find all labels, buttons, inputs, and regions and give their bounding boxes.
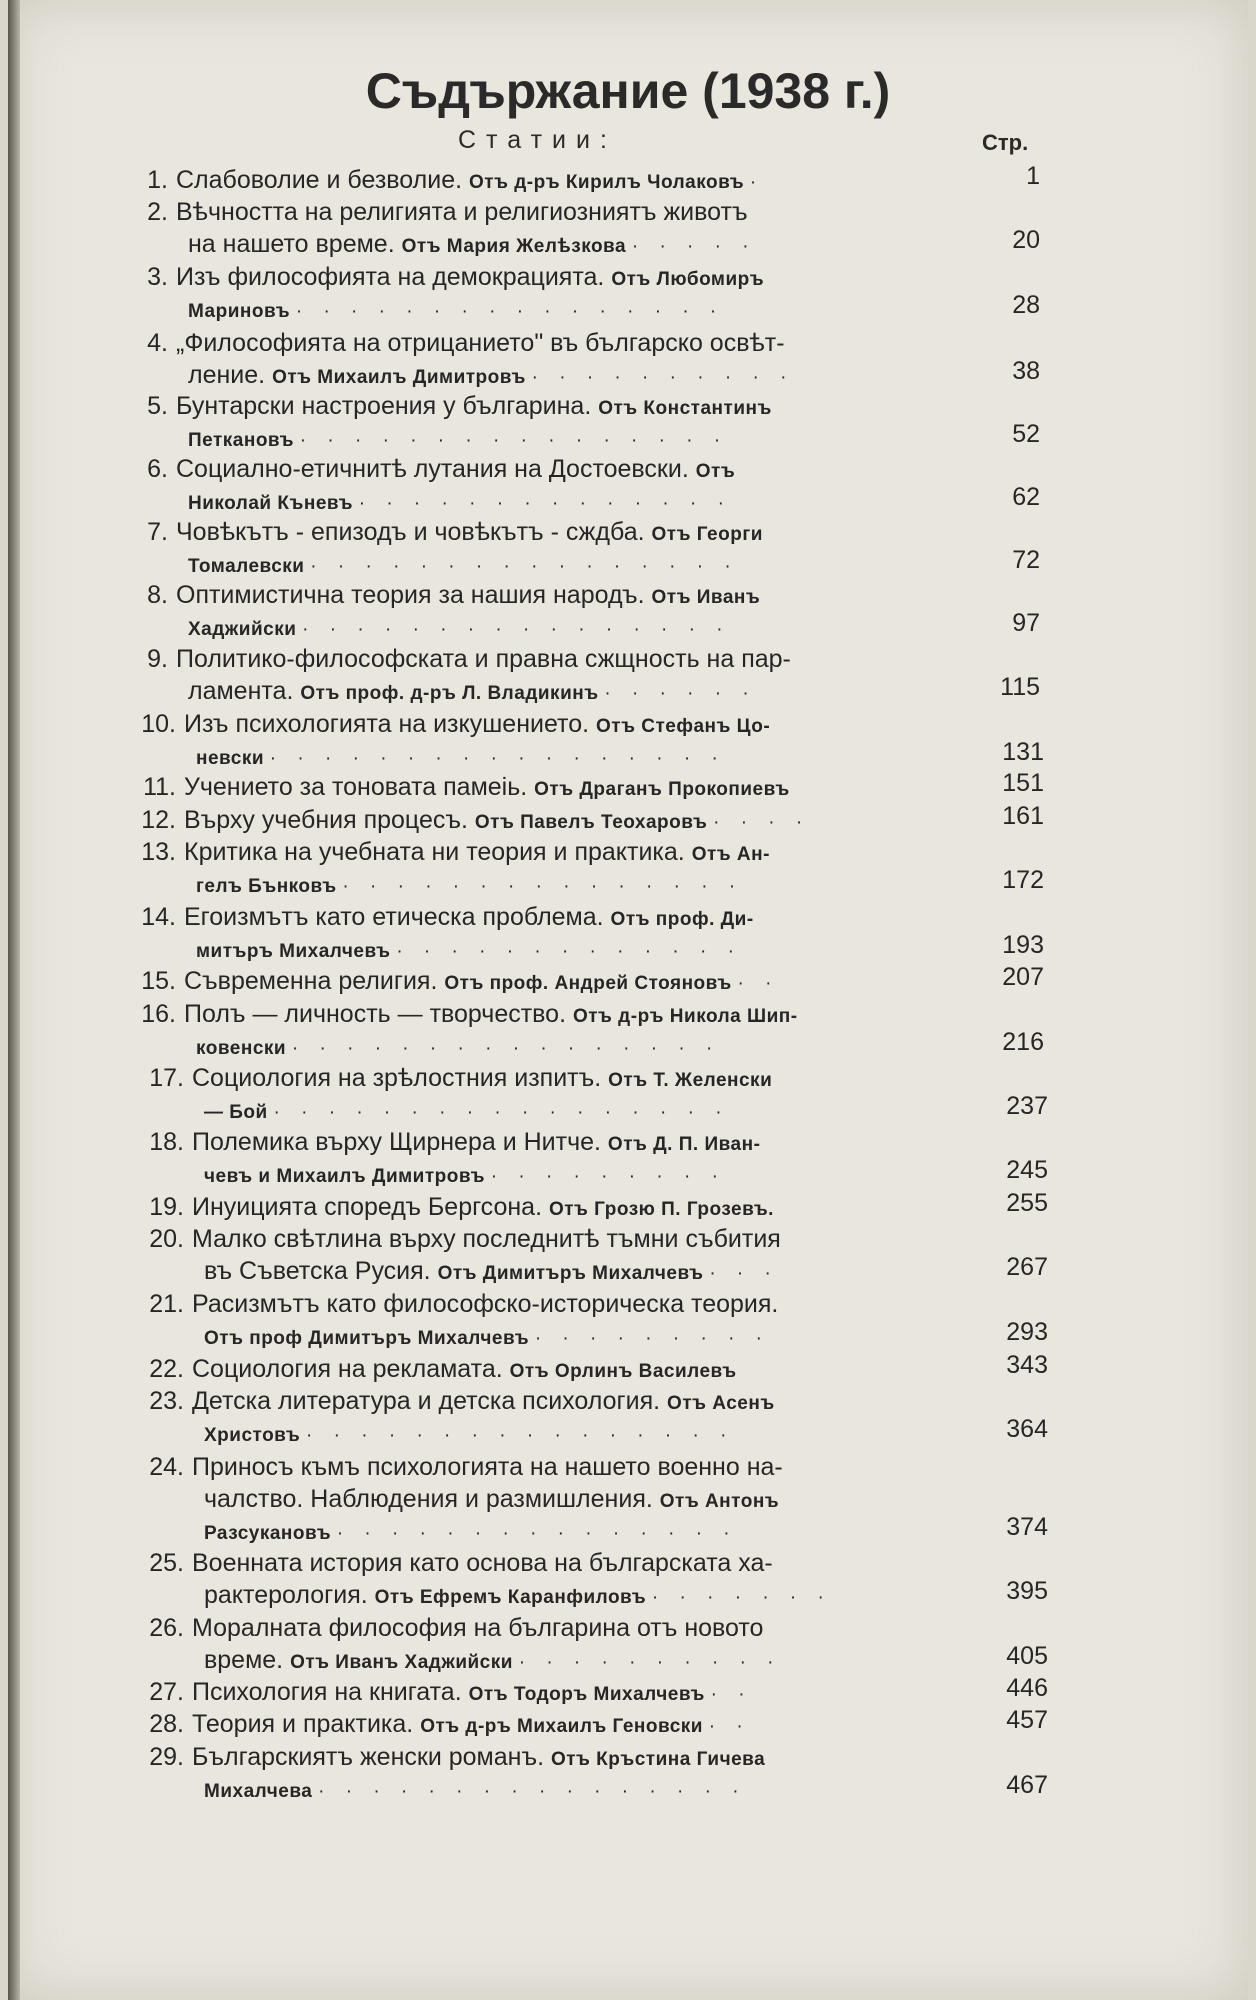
- leader-dots: · · · · · · · · · ·: [531, 367, 795, 388]
- entry-author: Отъ Кръстина Гичева: [550, 1749, 766, 1770]
- entry-title: Приносъ къмъ психологията на нашето военно на-: [192, 1453, 783, 1481]
- entry-author: Отъ Ефремъ Каранфиловъ: [374, 1587, 652, 1608]
- page-number: 343: [1006, 1351, 1048, 1379]
- entry-author: Отъ проф. д-ръ Л. Владикинъ: [300, 683, 605, 704]
- entry-line-1: [184, 838, 770, 867]
- entry-author: Отъ Димитъръ Михалчевъ: [437, 1263, 710, 1284]
- entry-title: Човѣкътъ - епизодъ и човѣкътъ - сждба.: [176, 518, 652, 546]
- page-number: 405: [1006, 1642, 1048, 1670]
- entry-line-1: [192, 1355, 737, 1384]
- entry-line-2: [204, 1485, 779, 1514]
- page-number: 245: [1006, 1156, 1048, 1184]
- entry-author: Отъ Драганъ Прокопиевъ: [534, 779, 790, 800]
- entry-author: невски: [196, 748, 270, 769]
- entry-number: 26.: [149, 1614, 184, 1642]
- entry-line-2: [188, 295, 724, 324]
- entry-title: Психология на книгата.: [192, 1678, 469, 1706]
- entry-title: Социология на зрѣлостния изпитъ.: [192, 1064, 609, 1092]
- leader-dots: · · · · · · · · · · · · · · · ·: [302, 619, 731, 640]
- entry-title-cont: въ Съветска Русия.: [204, 1257, 438, 1285]
- page-number: 395: [1006, 1577, 1048, 1605]
- entry-line-1: [184, 773, 790, 802]
- page-number: 62: [1012, 483, 1040, 511]
- entry-number: 28.: [149, 1710, 184, 1738]
- entry-line-1: [184, 967, 779, 996]
- entry-line-2: [188, 613, 731, 642]
- entry-line-2: [188, 487, 732, 516]
- leader-dots: · · · · · · · · ·: [490, 1166, 726, 1187]
- entry-title-cont: чалство. Наблюдения и размишления.: [204, 1485, 660, 1513]
- entry-author: Отъ Иванъ: [651, 587, 761, 608]
- entry-author: Отъ д-ръ Михаилъ Геновски: [420, 1716, 709, 1737]
- leader-dots: ·: [749, 172, 765, 193]
- entry-title: Оптимистична теория за нашия народъ.: [176, 581, 652, 609]
- entry-line-2: [204, 1646, 782, 1675]
- entry-number: 6.: [147, 455, 168, 483]
- entry-title: Социално-етичнитѣ лутания на Достоевски.: [176, 455, 696, 483]
- entry-number: 21.: [149, 1290, 184, 1318]
- entry-title: Българскиятъ женски романъ.: [192, 1743, 551, 1771]
- page-number: 172: [1002, 866, 1044, 894]
- leader-dots: · ·: [710, 1684, 753, 1705]
- entry-number: 20.: [149, 1225, 184, 1253]
- entry-title-cont: рактерология.: [204, 1581, 375, 1609]
- entry-author: ковенски: [196, 1038, 292, 1059]
- entry-line-2: [196, 870, 743, 899]
- entry-number: 11.: [143, 773, 176, 801]
- leader-dots: · · · · · · · · · · · · · · · ·: [310, 556, 739, 577]
- entry-title: Социология на рекламата.: [192, 1355, 510, 1383]
- entry-line-2: [196, 742, 726, 771]
- entry-number: 5.: [147, 392, 168, 420]
- leader-dots: · · · · · · · · · · · · ·: [396, 941, 742, 962]
- leader-dots: · · · · · · · · · · · · · · · ·: [318, 1781, 747, 1802]
- page-number: 255: [1006, 1189, 1048, 1217]
- entry-line-1: [176, 198, 748, 227]
- leader-dots: · · · ·: [713, 812, 811, 833]
- page-number: 267: [1006, 1253, 1048, 1281]
- entry-number: 12.: [141, 806, 176, 834]
- entry-author: Отъ: [695, 461, 736, 482]
- leader-dots: · · · · · · · · · · · · · · · · ·: [269, 748, 726, 769]
- entry-line-1: [176, 392, 772, 421]
- entry-title: Критика на учебната ни теория и практика.: [184, 838, 692, 866]
- entry-number: 3.: [147, 263, 168, 291]
- entry-line-1: [176, 455, 735, 484]
- entry-title: Изъ философията на демокрацията.: [176, 263, 612, 291]
- entry-author: Отъ Т. Желенски: [608, 1070, 773, 1091]
- entry-number: 13.: [141, 838, 176, 866]
- entry-title: Расизмътъ като философско-историческа теория.: [192, 1290, 779, 1318]
- entry-number: 25.: [149, 1549, 184, 1577]
- entry-author: Отъ Д. П. Иван-: [607, 1134, 761, 1155]
- entry-line-1: [192, 1678, 753, 1707]
- entry-author: Отъ Ан-: [691, 844, 770, 865]
- entry-line-2: [188, 424, 728, 453]
- page-number: 293: [1006, 1318, 1048, 1346]
- entry-line-2: [196, 1032, 720, 1061]
- entry-author: Отъ Константинъ: [598, 398, 772, 419]
- entry-number: 17.: [149, 1064, 184, 1092]
- leader-dots: · · · · · · · · · · · · · · · ·: [299, 430, 729, 451]
- entry-number: 7.: [147, 518, 168, 546]
- entry-title: Военната история като основа на българската ха-: [192, 1549, 773, 1577]
- entry-line-1: [192, 1193, 774, 1222]
- page-number: 151: [1002, 769, 1044, 797]
- entry-author: Отъ Любомиръ: [611, 269, 765, 290]
- entry-author: Михалчева: [204, 1781, 319, 1802]
- entry-line-2: [204, 1775, 747, 1804]
- entry-line-1: [176, 645, 791, 674]
- entry-author: Отъ проф. Ди-: [610, 909, 754, 930]
- entry-line-1: [192, 1064, 772, 1093]
- entry-title: Детска литература и детска психология.: [192, 1387, 668, 1415]
- entry-title: Моралната философия на българина отъ новото: [192, 1614, 764, 1642]
- entry-title: Инуицията споредъ Бергсона.: [192, 1193, 549, 1221]
- entry-author: гелъ Бънковъ: [196, 876, 343, 897]
- entry-author: Отъ Стефанъ Цо-: [596, 716, 771, 737]
- leader-dots: · ·: [737, 973, 780, 994]
- entry-author: Отъ д-ръ Никола Шип-: [572, 1006, 798, 1027]
- entry-line-2: [204, 1322, 770, 1351]
- leader-dots: · · · · · · · · · · · · · · · ·: [295, 301, 725, 322]
- page-number: 38: [1012, 357, 1040, 385]
- entry-title: Изъ психологията на изкушението.: [184, 710, 597, 738]
- entry-line-1: [176, 263, 764, 292]
- entry-number: 15.: [141, 967, 176, 995]
- entry-line-2: [204, 1096, 730, 1125]
- entry-line-1: [176, 518, 763, 547]
- leader-dots: · · · · · · · · · · · · · · · · ·: [273, 1102, 730, 1123]
- entry-number: 4.: [147, 329, 168, 357]
- entry-line-2: [204, 1581, 832, 1610]
- entry-author: Разсукановъ: [204, 1523, 337, 1544]
- page-number: 457: [1006, 1706, 1048, 1734]
- page-number: 28: [1012, 291, 1040, 319]
- entry-author: Томалевски: [188, 556, 311, 577]
- entry-title: Полемика върху Щирнера и Нитче.: [192, 1128, 608, 1156]
- entry-line-2: [204, 1160, 726, 1189]
- leader-dots: · · · · · · · · · · · · · ·: [358, 493, 732, 514]
- page-number: 97: [1012, 609, 1040, 637]
- entry-number: 23.: [149, 1387, 184, 1415]
- entry-number: 22.: [149, 1355, 184, 1383]
- entry-line-1: [184, 903, 754, 932]
- leader-dots: · · · · · ·: [604, 683, 757, 704]
- entry-author: Отъ Михаилъ Димитровъ: [272, 367, 532, 388]
- entry-line-2: [188, 361, 794, 390]
- entry-title-cont: ламента.: [188, 677, 301, 705]
- entry-line-1: [192, 1710, 751, 1739]
- page-number: 364: [1006, 1415, 1048, 1443]
- entry-number: 18.: [149, 1128, 184, 1156]
- entry-line-1: [184, 806, 810, 835]
- entry-title-cont: на нашето време.: [188, 230, 402, 258]
- entry-number: 29.: [149, 1743, 184, 1771]
- page-number: 446: [1006, 1674, 1048, 1702]
- entry-line-1: [176, 581, 760, 610]
- entry-line-2: [204, 1419, 734, 1448]
- entry-title: Политико-философската и правна сжщность на пар-: [176, 645, 791, 673]
- leader-dots: · · · · · · · · · · · · · · ·: [342, 876, 744, 897]
- entry-author: Отъ Георги: [651, 524, 763, 545]
- entry-author: — Бой: [204, 1102, 274, 1123]
- entry-line-1: [192, 1387, 775, 1416]
- entry-line-1: [184, 710, 770, 739]
- entry-line-1: [192, 1453, 783, 1482]
- page-number: 467: [1006, 1771, 1048, 1799]
- entry-line-1: [192, 1549, 773, 1578]
- page-number: 1: [1026, 162, 1040, 190]
- entry-line-1: [184, 1000, 798, 1029]
- entry-title: Слабоволие и безволие.: [176, 166, 469, 194]
- entry-title: Учението за тоновата памеіь.: [184, 773, 535, 801]
- entry-author: Отъ д-ръ Кирилъ Чолаковъ: [469, 172, 750, 193]
- section-label: Статии:: [458, 126, 617, 154]
- page-title: Съдържание (1938 г.): [365, 63, 891, 119]
- entry-number: 27.: [149, 1678, 184, 1706]
- page-number: 237: [1006, 1092, 1048, 1120]
- page-number: 161: [1002, 802, 1044, 830]
- entry-author: Отъ Асенъ: [667, 1393, 775, 1414]
- entry-line-1: [176, 329, 785, 358]
- entry-line-1: [192, 1614, 763, 1643]
- entry-title: Егоизмътъ като етическа проблема.: [184, 903, 611, 931]
- entry-title: „Философията на отрицанието" въ българско освѣт-: [176, 329, 785, 357]
- entry-author: Николай Къневъ: [188, 493, 359, 514]
- page-number: 193: [1002, 931, 1044, 959]
- leader-dots: · ·: [708, 1716, 751, 1737]
- leader-dots: · · ·: [709, 1263, 779, 1284]
- entry-line-2: [188, 230, 757, 259]
- entry-line-2: [188, 677, 757, 706]
- entry-title-cont: време.: [204, 1646, 291, 1674]
- page-number: 115: [1000, 673, 1040, 701]
- entry-author: митъръ Михалчевъ: [196, 941, 397, 962]
- entry-author: чевъ и Михаилъ Димитровъ: [204, 1166, 491, 1187]
- entry-author: Отъ проф. Андрей Стояновъ: [444, 973, 738, 994]
- entry-title: Полъ — личность — творчество.: [184, 1000, 573, 1028]
- entry-number: 10.: [141, 710, 176, 738]
- entry-title: Теория и практика.: [192, 1710, 421, 1738]
- leader-dots: · · · · · · · · · · · · · · · ·: [306, 1425, 735, 1446]
- entry-title-cont: ление.: [188, 361, 273, 389]
- entry-number: 19.: [149, 1193, 184, 1221]
- page-number: 52: [1012, 420, 1040, 448]
- entry-author: Отъ Павелъ Теохаровъ: [474, 812, 714, 833]
- entry-author: Хаджийски: [188, 619, 303, 640]
- leader-dots: · · · · · · · · · ·: [518, 1652, 782, 1673]
- entry-line-1: [176, 166, 764, 195]
- entry-author: Отъ Тодоръ Михалчевъ: [468, 1684, 711, 1705]
- entry-title: Върху учебния процесъ.: [184, 806, 475, 834]
- entry-author: Отъ Антонъ: [659, 1491, 780, 1512]
- page-number: 216: [1002, 1028, 1044, 1056]
- leader-dots: · · · · · · · · · · · · · · · ·: [291, 1038, 721, 1059]
- entry-title: Бунтарски настроения у българина.: [176, 392, 599, 420]
- page-number: 207: [1002, 963, 1044, 991]
- entry-number: 24.: [149, 1453, 184, 1481]
- entry-author: Отъ Мария Желѣзкова: [401, 236, 632, 257]
- entry-author: Отъ проф Димитъръ Михалчевъ: [204, 1328, 535, 1349]
- entry-number: 8.: [147, 581, 168, 609]
- entry-line-1: [192, 1290, 778, 1319]
- entry-title: Съвременна религия.: [184, 967, 445, 995]
- entry-author: Христовъ: [204, 1425, 307, 1446]
- entry-author: Отъ Орлинъ Василевъ: [509, 1361, 737, 1382]
- entry-line-2: [188, 550, 739, 579]
- entry-author: Отъ Грозю П. Грозевъ.: [548, 1199, 774, 1220]
- page-column-header: Стр.: [982, 130, 1029, 155]
- entry-author: Мариновъ: [188, 301, 296, 322]
- page-number: 72: [1012, 546, 1040, 574]
- entry-number: 16.: [141, 1000, 176, 1028]
- leader-dots: · · · · ·: [631, 236, 757, 257]
- page-number: 20: [1012, 226, 1040, 254]
- entry-title: Вѣчността на религията и религиозниятъ животъ: [176, 198, 748, 226]
- entry-line-2: [196, 935, 742, 964]
- page-number: 131: [1002, 738, 1044, 766]
- page-number: 374: [1006, 1513, 1048, 1541]
- entry-line-1: [192, 1225, 781, 1254]
- entry-number: 9.: [147, 645, 168, 673]
- entry-line-1: [192, 1743, 765, 1772]
- entry-title: Малко свѣтлина върху последнитѣ тъмни събития: [192, 1225, 781, 1253]
- entry-line-2: [204, 1257, 779, 1286]
- leader-dots: · · · · · · · · · · · · · · ·: [336, 1523, 738, 1544]
- entry-number: 1.: [147, 166, 168, 194]
- leader-dots: · · · · · · ·: [651, 1587, 832, 1608]
- entry-author: Петкановъ: [188, 430, 300, 451]
- entry-line-1: [192, 1128, 760, 1157]
- entry-line-2: [204, 1517, 738, 1546]
- entry-author: Отъ Иванъ Хаджийски: [290, 1652, 519, 1673]
- entry-number: 2.: [147, 198, 168, 226]
- entry-number: 14.: [141, 903, 176, 931]
- leader-dots: · · · · · · · · ·: [534, 1328, 771, 1349]
